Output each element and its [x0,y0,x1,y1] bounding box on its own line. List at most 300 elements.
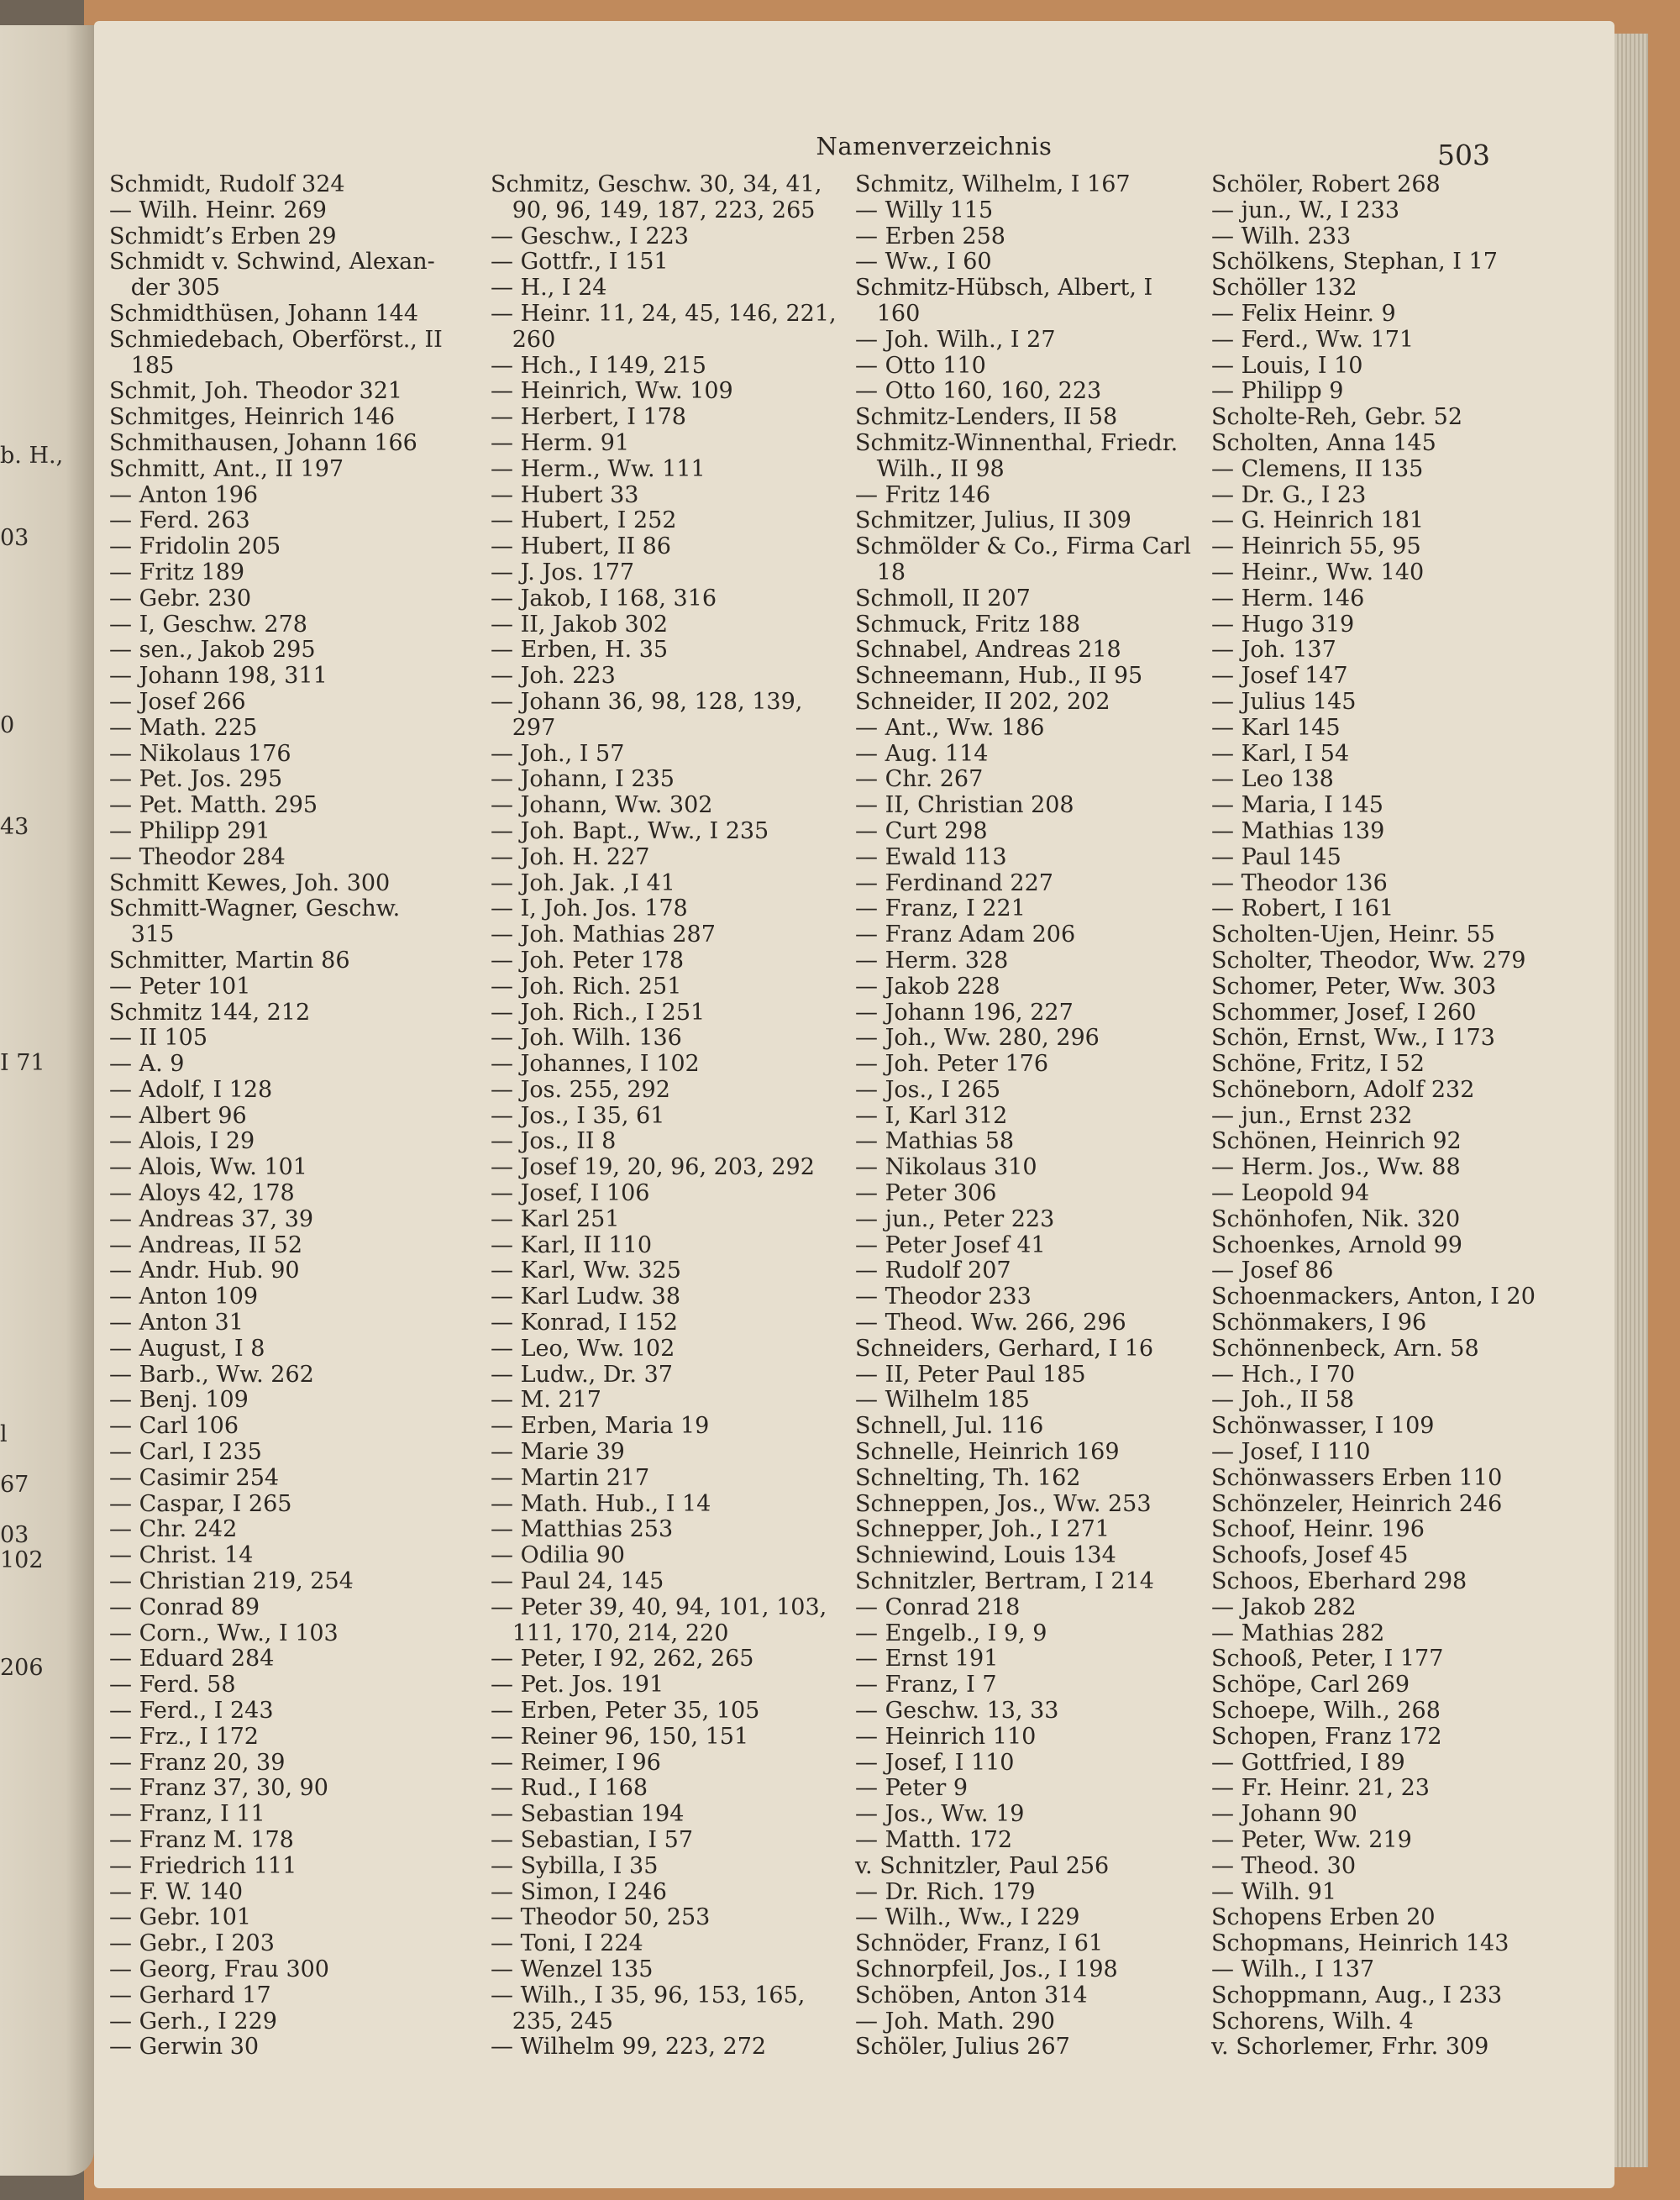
index-entry: — Pet. Jos. 191 [491,1672,664,1699]
index-entry: — Anton 196 [109,481,259,508]
index-entry: Schoepe, Wilh., 268 [1211,1698,1441,1725]
index-entry: — Joh. H. 227 [491,843,650,870]
index-entry: — Philipp 291 [109,817,270,844]
index-entry: — sen., Jakob 295 [109,637,316,664]
index-entry: — Ferd., I 243 [109,1698,274,1725]
previous-page-text-fragment: 43 [0,814,29,840]
index-entry: — Peter 9 [855,1775,969,1802]
index-entry: — Erben, Maria 19 [491,1413,710,1440]
index-entry: — Alois, I 29 [109,1128,255,1155]
index-entry: — Joh. 223 [491,663,616,690]
index-entry: Schmit, Joh. Theodor 321 [109,378,403,405]
index-entry: — II, Jakob 302 [491,611,669,638]
index-entry: — Jos., II 8 [491,1128,617,1155]
index-entry: — Ant., Ww. 186 [855,714,1045,741]
index-entry: Schmoll, II 207 [855,585,1031,612]
index-entry: — Clemens, II 135 [1211,455,1424,482]
index-entry: — Paul 24, 145 [491,1568,664,1595]
index-entry: Schooß, Peter, I 177 [1211,1646,1444,1672]
index-entry: — Pet. Matth. 295 [109,792,318,819]
index-entry: — Johann 198, 311 [109,663,328,690]
index-entry: — Benj. 109 [109,1387,249,1414]
index-entry: — Josef, I 110 [1211,1439,1371,1466]
index-entry: — Peter 306 [855,1180,997,1207]
index-entry: — Rudolf 207 [855,1258,1011,1284]
index-entry: — Erben 258 [855,223,1005,249]
index-entry: Schopens Erben 20 [1211,1904,1436,1931]
index-entry: Schöler, Julius 267 [855,2034,1070,2061]
index-entry: — Mathias 139 [1211,817,1385,844]
index-entry: Schoof, Heinr. 196 [1211,1516,1425,1543]
previous-page-text-fragment: I 71 [0,1050,45,1076]
index-entry: — Konrad, I 152 [491,1310,678,1336]
index-entry: Schmitz-Winnenthal, Friedr. [855,429,1179,456]
index-entry: — Josef 147 [1211,663,1348,690]
index-entry: — Wilh. 91 [1211,1878,1337,1905]
index-entry: Schmitges, Heinrich 146 [109,404,396,431]
previous-page-edge [0,25,94,2176]
index-entry: — Theod. Ww. 266, 296 [855,1310,1126,1336]
index-entry: 111, 170, 214, 220 [491,1620,729,1646]
index-entry: — Wilh. Heinr. 269 [109,197,327,223]
index-entry: — Joh. Rich. 251 [491,973,682,1000]
index-entry: Schöben, Anton 314 [855,1982,1088,2008]
index-entry: v. Schorlemer, Frhr. 309 [1211,2034,1489,2061]
index-entry: — Alois, Ww. 101 [109,1154,307,1181]
index-entry: — Sebastian 194 [491,1801,685,1828]
index-entry: — Casimir 254 [109,1464,280,1491]
index-entry: — Hugo 319 [1211,611,1355,638]
index-entry: Schoos, Eberhard 298 [1211,1568,1467,1595]
index-entry: — Louis, I 10 [1211,352,1363,379]
previous-page-text-fragment: 03 [0,525,29,551]
index-entry: — H., I 24 [491,275,607,302]
index-entry: — Odilia 90 [491,1542,625,1569]
index-entry: — Aug. 114 [855,740,989,767]
index-entry: — F. W. 140 [109,1878,244,1905]
index-entry: Schniewind, Louis 134 [855,1542,1116,1569]
index-entry: Scholten, Anna 145 [1211,429,1436,456]
index-entry: — G. Heinrich 181 [1211,507,1425,534]
index-entry: — Leopold 94 [1211,1180,1370,1207]
index-entry: — Josef 266 [109,688,246,715]
index-entry: — Chr. 267 [855,766,984,793]
index-entry: — Hch., I 149, 215 [491,352,706,379]
index-entry: — Dr. G., I 23 [1211,481,1367,508]
index-entry: Schnelle, Heinrich 169 [855,1439,1120,1466]
index-entry: — Joh. Peter 176 [855,1051,1049,1078]
index-entry: — Conrad 89 [109,1594,260,1620]
index-entry: — Frz., I 172 [109,1723,259,1750]
index-entry: Schoenkes, Arnold 99 [1211,1231,1462,1258]
index-column-4 [1211,172,1581,2061]
index-entry: Schmuck, Fritz 188 [855,611,1081,638]
index-entry: Schorens, Wilh. 4 [1211,2008,1414,2035]
index-entry: — Gebr., I 203 [109,1930,275,1957]
index-entry: — Toni, I 224 [491,1930,643,1957]
index-entry: — Carl 106 [109,1413,239,1440]
index-entry: — Anton 31 [109,1310,244,1336]
index-entry: — Peter 101 [109,973,251,1000]
index-entry: — Friedrich 111 [109,1852,297,1879]
index-entry: Schoppmann, Aug., I 233 [1211,1982,1503,2008]
index-entry: — Fridolin 205 [109,533,281,560]
index-entry: — Johann 36, 98, 128, 139, [491,688,803,715]
index-entry: — Theodor 50, 253 [491,1904,711,1931]
index-entry: — Johann 196, 227 [855,999,1074,1026]
index-entry: — Joh. Math. 290 [855,2008,1055,2035]
index-entry: — Ferdinand 227 [855,869,1053,896]
index-entry: — Fr. Heinr. 21, 23 [1211,1775,1430,1802]
index-entry: — Willy 115 [855,197,994,223]
index-entry: — Joh. Bapt., Ww., I 235 [491,817,769,844]
index-entry: — Adolf, I 128 [109,1076,273,1103]
index-entry: — Hubert 33 [491,481,639,508]
index-entry: — Otto 110 [855,352,986,379]
index-entry: — Fritz 189 [109,559,245,585]
index-entry: — Caspar, I 265 [109,1490,292,1517]
page-title: Namenverzeichnis [816,132,1053,160]
index-entry: — Christian 219, 254 [109,1568,354,1595]
index-entry: — Paul 145 [1211,843,1341,870]
index-entry: — Philipp 9 [1211,378,1344,405]
index-entry: — II, Christian 208 [855,792,1074,819]
index-entry: — Barb., Ww. 262 [109,1361,314,1388]
index-entry: — Theod. 30 [1211,1852,1357,1879]
index-entry: — Andreas, II 52 [109,1231,303,1258]
index-entry: — Leo 138 [1211,766,1334,793]
index-entry: Scholten-Ujen, Heinr. 55 [1211,921,1495,948]
index-entry: — Marie 39 [491,1439,625,1466]
index-entry: Schmitt, Ant., II 197 [109,455,344,482]
index-column-2 [491,172,835,2061]
index-entry: Schönwassers Erben 110 [1211,1464,1503,1491]
index-entry: Schmitz-Hübsch, Albert, I [855,275,1153,302]
index-entry: Schmitz, Geschw. 30, 34, 41, [491,171,822,197]
index-entry: — Ferd., Ww. 171 [1211,326,1415,353]
index-entry: — Theodor 136 [1211,869,1388,896]
index-entry: — I, Geschw. 278 [109,611,307,638]
index-entry: — Engelb., I 9, 9 [855,1620,1047,1646]
index-entry: Schopmans, Heinrich 143 [1211,1930,1509,1957]
index-entry: 185 [109,352,175,379]
index-entry: — Hch., I 70 [1211,1361,1355,1388]
index-entry: Schmidt’s Erben 29 [109,223,337,249]
index-entry: Schmitter, Martin 86 [109,947,350,974]
index-entry: — Heinrich 55, 95 [1211,533,1421,560]
index-entry: — Gerwin 30 [109,2034,260,2061]
index-entry: — Johannes, I 102 [491,1051,700,1078]
index-entry: — Sebastian, I 57 [491,1827,694,1853]
index-entry: Schmitz-Lenders, II 58 [855,404,1118,431]
index-entry: — Heinrich 110 [855,1723,1037,1750]
index-entry: — Wenzel 135 [491,1956,654,1982]
index-entry: — M. 217 [491,1387,601,1414]
index-entry: Schneider, II 202, 202 [855,688,1110,715]
index-entry: — Franz, I 11 [109,1801,265,1828]
index-entry: — Jos., Ww. 19 [855,1801,1025,1828]
index-entry: — Ferd. 263 [109,507,250,534]
index-entry: — Curt 298 [855,817,988,844]
index-entry: — Franz, I 7 [855,1672,997,1699]
index-entry: — Joh. Jak. ,I 41 [491,869,675,896]
index-entry: — Aloys 42, 178 [109,1180,295,1207]
index-entry: — Josef, I 106 [491,1180,650,1207]
index-entry: Schnabel, Andreas 218 [855,637,1121,664]
previous-page-text-fragment: 206 [0,1655,44,1681]
index-entry: Schnorpfeil, Jos., I 198 [855,1956,1118,1982]
index-entry: — Jos. 255, 292 [491,1076,670,1103]
index-entry: — Matthias 253 [491,1516,674,1543]
index-entry: — Albert 96 [109,1102,247,1129]
index-entry: Schmithausen, Johann 166 [109,429,417,456]
index-entry: — Heinrich, Ww. 109 [491,378,733,405]
index-entry: — Karl 145 [1211,714,1341,741]
previous-page-text-fragment: b. H., [0,443,64,469]
index-entry: — Karl, II 110 [491,1231,653,1258]
index-entry: — Carl, I 235 [109,1439,262,1466]
index-entry: — Rud., I 168 [491,1775,648,1802]
index-entry: Schoofs, Josef 45 [1211,1542,1409,1569]
index-entry: — Julius 145 [1211,688,1357,715]
index-entry: — Wilh., Ww., I 229 [855,1904,1080,1931]
index-entry: Schmitz, Wilhelm, I 167 [855,171,1131,197]
index-entry: Schönmakers, I 96 [1211,1310,1427,1336]
index-entry: Schmiedebach, Oberförst., II [109,326,443,353]
index-entry: — Heinr., Ww. 140 [1211,559,1425,585]
index-entry: — Wilhelm 99, 223, 272 [491,2034,767,2061]
index-entry: 297 [491,714,556,741]
index-column-3 [855,172,1200,2061]
index-entry: — Peter, I 92, 262, 265 [491,1646,754,1672]
index-entry: Schneppen, Jos., Ww. 253 [855,1490,1152,1517]
index-entry: — Wilhelm 185 [855,1387,1030,1414]
index-entry: — Hubert, II 86 [491,533,671,560]
index-entry: — Nikolaus 310 [855,1154,1037,1181]
index-entry: Schöler, Robert 268 [1211,171,1441,197]
index-entry: — Andr. Hub. 90 [109,1258,300,1284]
index-entry: — Eduard 284 [109,1646,275,1672]
index-entry: Schmitz 144, 212 [109,999,311,1026]
index-entry: — Ferd. 58 [109,1672,236,1699]
index-entry: — Martin 217 [491,1464,650,1491]
index-entry: Schöpe, Carl 269 [1211,1672,1410,1699]
index-entry: Schmitt-Wagner, Geschw. [109,895,401,922]
index-entry: — Franz Adam 206 [855,921,1076,948]
index-entry: — Hubert, I 252 [491,507,677,534]
index-entry: Schneemann, Hub., II 95 [855,663,1143,690]
index-entry: — Erben, Peter 35, 105 [491,1698,760,1725]
index-entry: — Ww., I 60 [855,249,992,276]
index-entry: — Gerh., I 229 [109,2008,277,2035]
index-entry: — Jos., I 265 [855,1076,1001,1103]
previous-page-text-fragment: 102 [0,1547,44,1573]
index-entry: Schmidt, Rudolf 324 [109,171,345,197]
index-entry: 160 [855,300,921,327]
index-entry: 18 [855,559,906,585]
index-entry: — Ewald 113 [855,843,1007,870]
index-entry: — Chr. 242 [109,1516,238,1543]
index-entry: — Geschw., I 223 [491,223,689,249]
index-entry: — Johann 90 [1211,1801,1357,1828]
index-entry: Schöneborn, Adolf 232 [1211,1076,1475,1103]
index-entry: — Joh. Rich., I 251 [491,999,706,1026]
index-entry: — Joh. Wilh. 136 [491,1025,682,1052]
previous-page-text-fragment: l [0,1421,8,1447]
index-entry: Schmidthüsen, Johann 144 [109,300,419,327]
index-entry: — Joh., I 57 [491,740,625,767]
index-entry: — Gerhard 17 [109,1982,271,2008]
index-entry: — Reimer, I 96 [491,1749,661,1776]
index-entry: — Wilh., I 35, 96, 153, 165, [491,1982,806,2008]
index-entry: — Ernst 191 [855,1646,999,1672]
index-entry: — Johann, I 235 [491,766,675,793]
index-entry: Schmitzer, Julius, II 309 [855,507,1131,534]
index-entry: — Wilh. 233 [1211,223,1352,249]
index-entry: — Joh. Peter 178 [491,947,685,974]
index-entry: — Wilh., I 137 [1211,1956,1375,1982]
index-entry: — Anton 109 [109,1284,259,1310]
index-entry: — Herm. 328 [855,947,1009,974]
index-entry: Schneiders, Gerhard, I 16 [855,1335,1154,1362]
index-entry: — Gebr. 230 [109,585,252,612]
index-entry: — Herm. 146 [1211,585,1365,612]
index-entry: 235, 245 [491,2008,613,2035]
index-entry: Schönen, Heinrich 92 [1211,1128,1462,1155]
index-entry: — Corn., Ww., I 103 [109,1620,339,1646]
index-entry: — Herm., Ww. 111 [491,455,706,482]
index-entry: Schnelting, Th. 162 [855,1464,1081,1491]
index-entry: — August, I 8 [109,1335,265,1362]
index-entry: — Mathias 58 [855,1128,1015,1155]
index-entry: Schmitt Kewes, Joh. 300 [109,869,391,896]
index-entry: — Herm. 91 [491,429,630,456]
index-entry: — Gottfried, I 89 [1211,1749,1405,1776]
previous-page-text-fragment: 67 [0,1472,29,1498]
index-entry: Wilh., II 98 [855,455,1005,482]
index-entry: — Reiner 96, 150, 151 [491,1723,749,1750]
index-entry: — J. Jos. 177 [491,559,635,585]
page-stack-edge [1614,34,1648,2167]
index-entry: v. Schnitzler, Paul 256 [855,1852,1110,1879]
index-entry: — I, Joh. Jos. 178 [491,895,688,922]
index-entry: — Herbert, I 178 [491,404,686,431]
index-entry: — Gebr. 101 [109,1904,252,1931]
index-entry: — Fritz 146 [855,481,991,508]
index-entry: — Herm. Jos., Ww. 88 [1211,1154,1461,1181]
index-entry: Schmölder & Co., Firma Carl [855,533,1191,560]
index-entry: — Karl, I 54 [1211,740,1350,767]
index-entry: — Joh. Wilh., I 27 [855,326,1056,353]
index-entry: Schönzeler, Heinrich 246 [1211,1490,1503,1517]
index-entry: Schölkens, Stephan, I 17 [1211,249,1498,276]
index-entry: — Franz 37, 30, 90 [109,1775,328,1802]
index-entry: Schönnenbeck, Arn. 58 [1211,1335,1479,1362]
index-entry: — Franz, I 221 [855,895,1026,922]
index-entry: — Peter, Ww. 219 [1211,1827,1412,1853]
index-entry: — Simon, I 246 [491,1878,667,1905]
index-entry: — Mathias 282 [1211,1620,1385,1646]
index-entry: Schönhofen, Nik. 320 [1211,1205,1461,1232]
previous-page-text-fragment: 0 [0,712,15,738]
index-entry: — Dr. Rich. 179 [855,1878,1036,1905]
index-entry: Schomer, Peter, Ww. 303 [1211,973,1497,1000]
index-entry: Schopen, Franz 172 [1211,1723,1442,1750]
index-entry: — Otto 160, 160, 223 [855,378,1102,405]
index-entry: 260 [491,326,556,353]
index-entry: 315 [109,921,175,948]
index-entry: — jun., W., I 233 [1211,197,1400,223]
index-entry: Schnell, Jul. 116 [855,1413,1044,1440]
index-entry: — Josef, I 110 [855,1749,1015,1776]
index-entry: — I, Karl 312 [855,1102,1008,1129]
index-entry: — jun., Peter 223 [855,1205,1055,1232]
index-entry: — Peter 39, 40, 94, 101, 103, [491,1594,827,1620]
index-entry: Schnitzler, Bertram, I 214 [855,1568,1154,1595]
index-entry: — Karl Ludw. 38 [491,1284,681,1310]
index-entry: Schommer, Josef, I 260 [1211,999,1477,1026]
index-entry: Schnöder, Franz, I 61 [855,1930,1104,1957]
index-entry: — Josef 86 [1211,1258,1334,1284]
index-entry: — Joh. 137 [1211,637,1336,664]
index-entry: 90, 96, 149, 187, 223, 265 [491,197,816,223]
index-entry: Schöller 132 [1211,275,1357,302]
index-entry: — Karl 251 [491,1205,620,1232]
index-entry: — Robert, I 161 [1211,895,1394,922]
index-entry: — Gottfr., I 151 [491,249,669,276]
index-entry: Schoenmackers, Anton, I 20 [1211,1284,1536,1310]
index-entry: — Joh., II 58 [1211,1387,1355,1414]
index-entry: — Franz M. 178 [109,1827,294,1853]
index-entry: — Jakob 228 [855,973,1000,1000]
index-entry: — Ludw., Dr. 37 [491,1361,673,1388]
index-entry: — II, Peter Paul 185 [855,1361,1086,1388]
index-entry: Scholte-Reh, Gebr. 52 [1211,404,1463,431]
index-entry: — Johann, Ww. 302 [491,792,713,819]
index-entry: — Jos., I 35, 61 [491,1102,665,1129]
index-entry: — Nikolaus 176 [109,740,291,767]
index-entry: — Erben, H. 35 [491,637,669,664]
index-entry: — Jakob 282 [1211,1594,1357,1620]
index-entry: — A. 9 [109,1051,185,1078]
index-entry: der 305 [109,275,221,302]
index-entry: — Maria, I 145 [1211,792,1383,819]
index-entry: — Peter Josef 41 [855,1231,1046,1258]
index-entry: — Pet. Jos. 295 [109,766,283,793]
page-number: 503 [1437,139,1490,171]
index-entry: Schönwasser, I 109 [1211,1413,1435,1440]
index-entry: Schön, Ernst, Ww., I 173 [1211,1025,1495,1052]
index-entry: — Conrad 218 [855,1594,1021,1620]
index-entry: — Sybilla, I 35 [491,1852,659,1879]
index-entry: — Theodor 233 [855,1284,1032,1310]
index-entry: Schmidt v. Schwind, Alexan- [109,249,435,276]
index-entry: — II 105 [109,1025,208,1052]
index-entry: — Joh. Mathias 287 [491,921,716,948]
index-entry: — Geschw. 13, 33 [855,1698,1059,1725]
index-entry: — Jakob, I 168, 316 [491,585,717,612]
index-entry: — Math. 225 [109,714,258,741]
index-entry: — Andreas 37, 39 [109,1205,314,1232]
index-column-1 [109,172,454,2061]
index-entry: — Josef 19, 20, 96, 203, 292 [491,1154,815,1181]
index-entry: — Franz 20, 39 [109,1749,286,1776]
previous-page-text-fragment: 03 [0,1522,29,1548]
index-entry: — Christ. 14 [109,1542,254,1569]
index-entry: — Leo, Ww. 102 [491,1335,675,1362]
index-entry: — Felix Heinr. 9 [1211,300,1396,327]
index-entry: — Georg, Frau 300 [109,1956,329,1982]
